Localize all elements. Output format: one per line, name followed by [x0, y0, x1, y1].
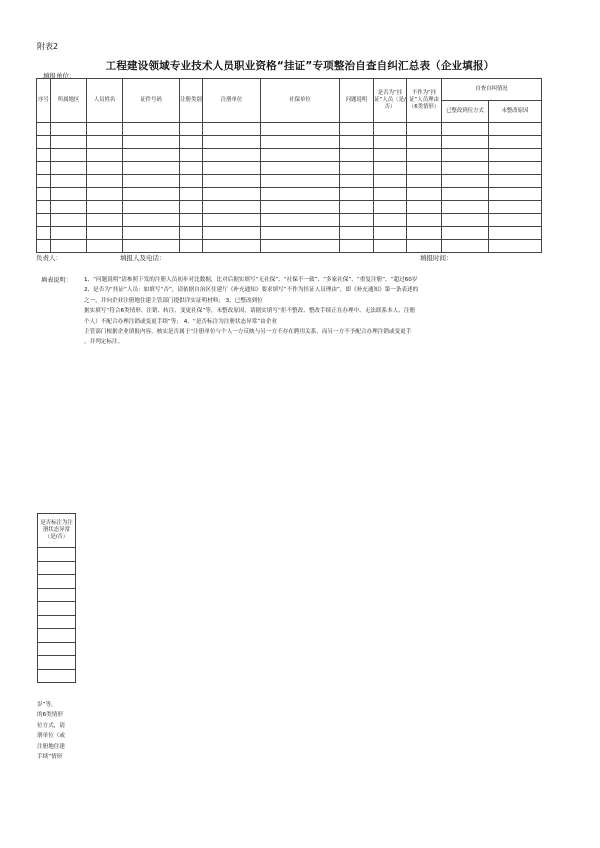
table-row: [37, 136, 542, 149]
table-cell[interactable]: [261, 162, 340, 175]
table-cell[interactable]: [374, 214, 407, 227]
table-cell[interactable]: [407, 214, 442, 227]
table-row: [38, 548, 76, 562]
table-row: [37, 227, 542, 240]
table-cell[interactable]: [261, 188, 340, 201]
fragment-line: 册单位（或: [37, 733, 65, 740]
table-cell[interactable]: [180, 227, 203, 240]
header-issue-description: 问题说明: [340, 79, 374, 123]
table-cell[interactable]: [123, 149, 180, 162]
table-cell[interactable]: [37, 240, 51, 253]
table-cell[interactable]: [180, 123, 203, 136]
table-cell[interactable]: [51, 227, 87, 240]
table-cell[interactable]: [442, 188, 489, 201]
header-name: 人员姓名: [87, 79, 123, 123]
table-cell[interactable]: [407, 240, 442, 253]
table-cell[interactable]: [374, 175, 407, 188]
table-cell[interactable]: [123, 123, 180, 136]
table-row: [37, 123, 542, 136]
table-cell[interactable]: [374, 123, 407, 136]
table-cell[interactable]: [180, 175, 203, 188]
header-rectified-method: 已整改到位方式: [442, 101, 489, 123]
table-cell[interactable]: [51, 214, 87, 227]
table-cell[interactable]: [123, 188, 180, 201]
table-cell[interactable]: [203, 240, 261, 253]
table-cell[interactable]: [203, 214, 261, 227]
header-not-guazheng-reason: 不作为“挂证”人员理由（6类情形）: [407, 79, 442, 123]
table-cell[interactable]: [180, 149, 203, 162]
header-registration-category: 注册类别: [180, 79, 203, 123]
notes-overflow-fragment: [37, 700, 71, 762]
table-cell[interactable]: [38, 602, 76, 616]
table-cell[interactable]: [442, 240, 489, 253]
table-cell[interactable]: [261, 149, 340, 162]
filler-phone-label: 填报人及电话：: [120, 254, 166, 262]
table-row: [38, 575, 76, 589]
table-row: [38, 642, 76, 656]
table-cell[interactable]: [87, 188, 123, 201]
table-cell[interactable]: [489, 162, 542, 175]
table-cell[interactable]: [203, 175, 261, 188]
notes-label: 填表说明：: [41, 277, 72, 284]
table-row: [37, 201, 542, 214]
table-row: [37, 162, 542, 175]
header-self-check: 自查自纠情况: [442, 79, 542, 101]
table-cell[interactable]: [51, 162, 87, 175]
table-cell[interactable]: [340, 175, 374, 188]
table-cell[interactable]: [37, 175, 51, 188]
table-cell[interactable]: [38, 548, 76, 562]
fragment-line: 手续”情形: [37, 754, 63, 761]
table-cell[interactable]: [261, 214, 340, 227]
table-cell[interactable]: [38, 642, 76, 656]
table-cell[interactable]: [374, 149, 407, 162]
table-cell[interactable]: [489, 175, 542, 188]
table-cell[interactable]: [51, 201, 87, 214]
header-registration-unit: 注册单位: [203, 79, 261, 123]
table-row: [38, 615, 76, 629]
table-cell[interactable]: [87, 136, 123, 149]
table-cell[interactable]: [261, 123, 340, 136]
table-cell[interactable]: [38, 669, 76, 683]
table-cell[interactable]: [340, 188, 374, 201]
table-cell[interactable]: [87, 149, 123, 162]
table-cell[interactable]: [261, 175, 340, 188]
fragment-line: 位方式，请: [37, 722, 65, 729]
table-cell[interactable]: [37, 188, 51, 201]
table-cell[interactable]: [203, 149, 261, 162]
table-cell[interactable]: [37, 201, 51, 214]
table-cell[interactable]: [123, 162, 180, 175]
table-cell[interactable]: [37, 162, 51, 175]
summary-table: [36, 78, 542, 253]
table-cell[interactable]: [37, 149, 51, 162]
table-cell[interactable]: [489, 136, 542, 149]
table-cell[interactable]: [180, 162, 203, 175]
table-cell[interactable]: [180, 201, 203, 214]
form-title: 工程建设领域专业技术人员职业资格“挂证”专项整治自查自纠汇总表（企业填报）: [105, 60, 495, 72]
header-seq: 序号: [37, 79, 51, 123]
notes-block: [84, 275, 544, 348]
table-cell[interactable]: [407, 123, 442, 136]
abnormal-status-table: [37, 513, 76, 683]
table-cell[interactable]: [407, 162, 442, 175]
fill-time-label: 填报时间：: [420, 254, 453, 262]
table-cell[interactable]: [407, 136, 442, 149]
table-cell[interactable]: [261, 136, 340, 149]
table-cell[interactable]: [442, 227, 489, 240]
table-cell[interactable]: [87, 227, 123, 240]
table-cell[interactable]: [489, 123, 542, 136]
table-cell[interactable]: [340, 162, 374, 175]
table-cell[interactable]: [374, 136, 407, 149]
notes-line: 个人）不配合办理注销或变更手续”等； 4、“是否标注为注册状态异常”由企业: [84, 318, 278, 325]
table-cell[interactable]: [407, 188, 442, 201]
table-cell[interactable]: [340, 136, 374, 149]
fragment-line: 注册地住建: [37, 743, 65, 750]
table-cell[interactable]: [340, 227, 374, 240]
table-cell[interactable]: [407, 149, 442, 162]
table-cell[interactable]: [51, 175, 87, 188]
table-cell[interactable]: [340, 123, 374, 136]
table-cell[interactable]: [123, 214, 180, 227]
table-cell[interactable]: [87, 123, 123, 136]
table-cell[interactable]: [123, 136, 180, 149]
table-cell[interactable]: [51, 188, 87, 201]
table-cell[interactable]: [489, 188, 542, 201]
table-cell[interactable]: [261, 201, 340, 214]
table-cell[interactable]: [489, 214, 542, 227]
notes-line: 2、是否为“挂证”人员：如填写“否”，请依据自治区住建厅《补充通知》要求填写“不作为挂证人员理由”，即《补充通知》第一条表述的: [84, 287, 419, 294]
table-cell[interactable]: [180, 136, 203, 149]
table-cell[interactable]: [38, 575, 76, 589]
table-cell[interactable]: [374, 188, 407, 201]
table-row: [37, 149, 542, 162]
table-cell[interactable]: [261, 227, 340, 240]
table-cell[interactable]: [442, 136, 489, 149]
table-cell[interactable]: [38, 656, 76, 670]
table-cell[interactable]: [123, 201, 180, 214]
table-cell[interactable]: [203, 123, 261, 136]
table-cell[interactable]: [180, 188, 203, 201]
table-cell[interactable]: [180, 240, 203, 253]
table-cell[interactable]: [374, 240, 407, 253]
table-cell[interactable]: [261, 240, 340, 253]
header-abnormal-status: 是否标注为注册状态异常（是/否）: [38, 514, 76, 548]
fragment-line: 的6类情形: [37, 712, 63, 719]
table-cell[interactable]: [374, 227, 407, 240]
table-cell[interactable]: [442, 214, 489, 227]
table-row: [38, 561, 76, 575]
table-cell[interactable]: [442, 201, 489, 214]
table-cell[interactable]: [123, 175, 180, 188]
table-row: [38, 656, 76, 670]
table-cell[interactable]: [407, 175, 442, 188]
table-cell[interactable]: [123, 240, 180, 253]
principal-label: 负责人：: [36, 254, 62, 262]
header-region: 所属地区: [51, 79, 87, 123]
table-cell[interactable]: [340, 214, 374, 227]
table-cell[interactable]: [51, 123, 87, 136]
fill-unit-label: 填报单位：: [43, 72, 76, 80]
table-cell[interactable]: [37, 227, 51, 240]
header-unrectified-reason: 未整改原因: [489, 101, 542, 123]
table-cell[interactable]: [442, 175, 489, 188]
table-cell[interactable]: [203, 227, 261, 240]
attachment-label: 附表2: [37, 42, 59, 51]
header-id-number: 证件号码: [123, 79, 180, 123]
notes-line: 之一，并向企业注册地住建主管部门提供详实证明材料； 3、已整改到位: [84, 297, 263, 304]
table-cell[interactable]: [442, 149, 489, 162]
table-cell[interactable]: [203, 136, 261, 149]
table-cell[interactable]: [442, 162, 489, 175]
header-social-security-unit: 社保单位: [261, 79, 340, 123]
table-cell[interactable]: [442, 123, 489, 136]
table-cell[interactable]: [87, 162, 123, 175]
table-cell[interactable]: [38, 588, 76, 602]
table-cell[interactable]: [38, 561, 76, 575]
table-cell[interactable]: [489, 201, 542, 214]
notes-line: ，并判定标注。: [84, 339, 124, 346]
table-cell[interactable]: [87, 214, 123, 227]
table-cell[interactable]: [38, 629, 76, 643]
notes-line: 据实填写“符合6类情形、注销、转注、变更社保”等，未整改原因，请据实填写“拒不整改、整改手续正在办理中、无法联系本人、注册: [84, 308, 416, 315]
fragment-line: 岁”等。: [37, 702, 57, 708]
table-cell[interactable]: [489, 240, 542, 253]
notes-line: 1、“问题说明”请参照下发的注册人员初步对比数据，比对后据实填写“无社保”、“社保不一致”、“多家社保”、“重复注册”、“超过60岁: [84, 277, 418, 283]
table-cell[interactable]: [87, 175, 123, 188]
table-cell[interactable]: [37, 136, 51, 149]
table-cell[interactable]: [340, 149, 374, 162]
table-cell[interactable]: [51, 240, 87, 253]
table-cell[interactable]: [51, 149, 87, 162]
table-cell[interactable]: [340, 240, 374, 253]
table-cell[interactable]: [51, 136, 87, 149]
table-cell[interactable]: [340, 201, 374, 214]
table-row: [38, 669, 76, 683]
table-cell[interactable]: [87, 201, 123, 214]
table-cell[interactable]: [38, 615, 76, 629]
table-row: [37, 188, 542, 201]
table-cell[interactable]: [37, 214, 51, 227]
table-cell[interactable]: [203, 162, 261, 175]
table-cell[interactable]: [123, 227, 180, 240]
table-cell[interactable]: [407, 201, 442, 214]
table-row: [37, 175, 542, 188]
table-cell[interactable]: [180, 214, 203, 227]
table-cell[interactable]: [374, 162, 407, 175]
notes-line: 主管部门根据企业填报内容，核实是否属于“注册单位与个人一方反映与另一方不存在聘用关系，而另一方不予配合办理注销或变更手: [84, 329, 412, 336]
table-cell[interactable]: [203, 188, 261, 201]
table-cell[interactable]: [203, 201, 261, 214]
header-is-guazheng: 是否为“挂证”人员（是/否）: [374, 79, 407, 123]
table-cell[interactable]: [489, 149, 542, 162]
table-cell[interactable]: [87, 240, 123, 253]
table-row: [38, 588, 76, 602]
table-cell[interactable]: [374, 201, 407, 214]
table-row: [37, 214, 542, 227]
table-row: [38, 629, 76, 643]
table-row: [37, 240, 542, 253]
table-row: [38, 602, 76, 616]
table-cell[interactable]: [407, 227, 442, 240]
table-cell[interactable]: [37, 123, 51, 136]
table-cell[interactable]: [489, 227, 542, 240]
